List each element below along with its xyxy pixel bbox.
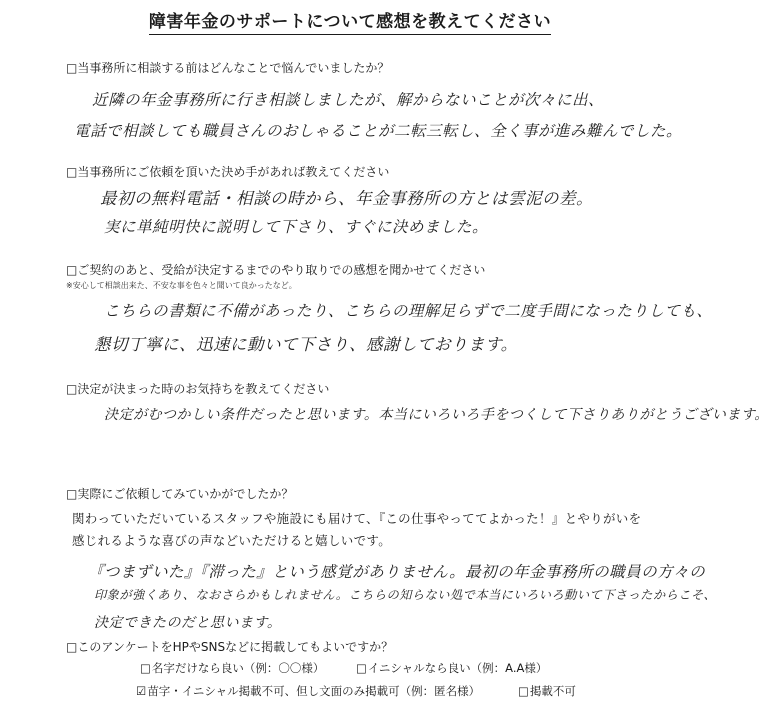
page-title xyxy=(0,7,700,32)
consent-option-text-only-text: 苗字・イニシャル掲載不可、但し文面のみ掲載可（例：匿名様） xyxy=(147,684,481,698)
question-5-label: □実際にご依頼してみていかがでしたか？ xyxy=(66,487,294,501)
question-3-answer-line-2: 懇切丁寧に、迅速に動いて下さり、感謝しております。 xyxy=(94,335,518,354)
checkbox-no-publish[interactable]: □ xyxy=(518,684,529,698)
consent-option-initials-text: イニシャルなら良い（例：A.A様） xyxy=(367,661,548,675)
consent-label: □このアンケートをHPやSNSなどに掲載してもよいですか？ xyxy=(66,640,394,654)
question-3-answer-line-1: こちらの書類に不備があったり、こちらの理解足らずで二度手間になったりしても、 xyxy=(104,302,713,320)
question-5-answer-line-3: 決定できたのだと思います。 xyxy=(94,615,282,631)
consent-option-no-publish[interactable] xyxy=(518,683,576,699)
question-4-answer-line-1: 決定がむつかしい条件だったと思います。本当にいろいろ手をつくして下さりありがとうございます。 xyxy=(104,407,769,423)
page-title-text: 障害年金のサポートについて感想を教えてください xyxy=(149,12,551,35)
question-3-label: □ご契約のあと、受給が決定するまでのやり取りでの感想を聞かせてください xyxy=(66,263,486,277)
consent-option-text-only[interactable] xyxy=(136,683,480,699)
question-2-answer-line-1: 最初の無料電話・相談の時から、年金事務所の方とは雲泥の差。 xyxy=(100,189,593,208)
question-1-label: □当事務所に相談する前はどんなことで悩んでいましたか？ xyxy=(66,61,390,75)
question-1-answer-line-1: 近隣の年金事務所に行き相談しましたが、解からないことが次々に出、 xyxy=(92,91,605,109)
question-5-answer-line-2: 印象が強くあり、なおさらかもしれません。こちらの知らない処で本当にいろいろ動いて下さったからこそ、 xyxy=(94,588,717,602)
question-5-body-line-2: 感じれるような喜びの声などいただけると嬉しいです。 xyxy=(72,533,392,548)
question-2-label: □当事務所にご依頼を頂いた決め手があれば教えてください xyxy=(66,165,390,179)
checkbox-initials[interactable]: □ xyxy=(356,661,367,675)
question-3-note: ※安心して相談出来た、不安な事を色々と聞いて良かったなど。 xyxy=(66,281,297,290)
question-2-answer-line-2: 実に単純明快に説明して下さり、すぐに決めました。 xyxy=(104,218,489,236)
question-5-answer-line-1: 『つまずいた』『滞った』という感覚がありません。最初の年金事務所の職員の方々の xyxy=(88,563,706,581)
question-1-answer-line-2: 電話で相談しても職員さんのおしゃることが二転三転し、全く事が進み難んでした。 xyxy=(74,122,683,140)
question-4-label: □決定が決まった時のお気持ちを教えてください xyxy=(66,382,330,396)
consent-option-surname[interactable] xyxy=(140,660,324,676)
question-5-body-line-1: 関わっていただいているスタッフや施設にも届けて、『この仕事やっててよかった！』とやりがいを xyxy=(72,511,642,526)
consent-option-no-publish-text: 掲載不可 xyxy=(529,684,576,698)
consent-option-initials[interactable] xyxy=(356,660,547,676)
checkbox-surname[interactable]: □ xyxy=(140,661,151,675)
consent-option-surname-text: 名字だけなら良い（例：〇〇様） xyxy=(151,661,325,675)
checkbox-text-only[interactable]: ☑ xyxy=(136,684,147,698)
